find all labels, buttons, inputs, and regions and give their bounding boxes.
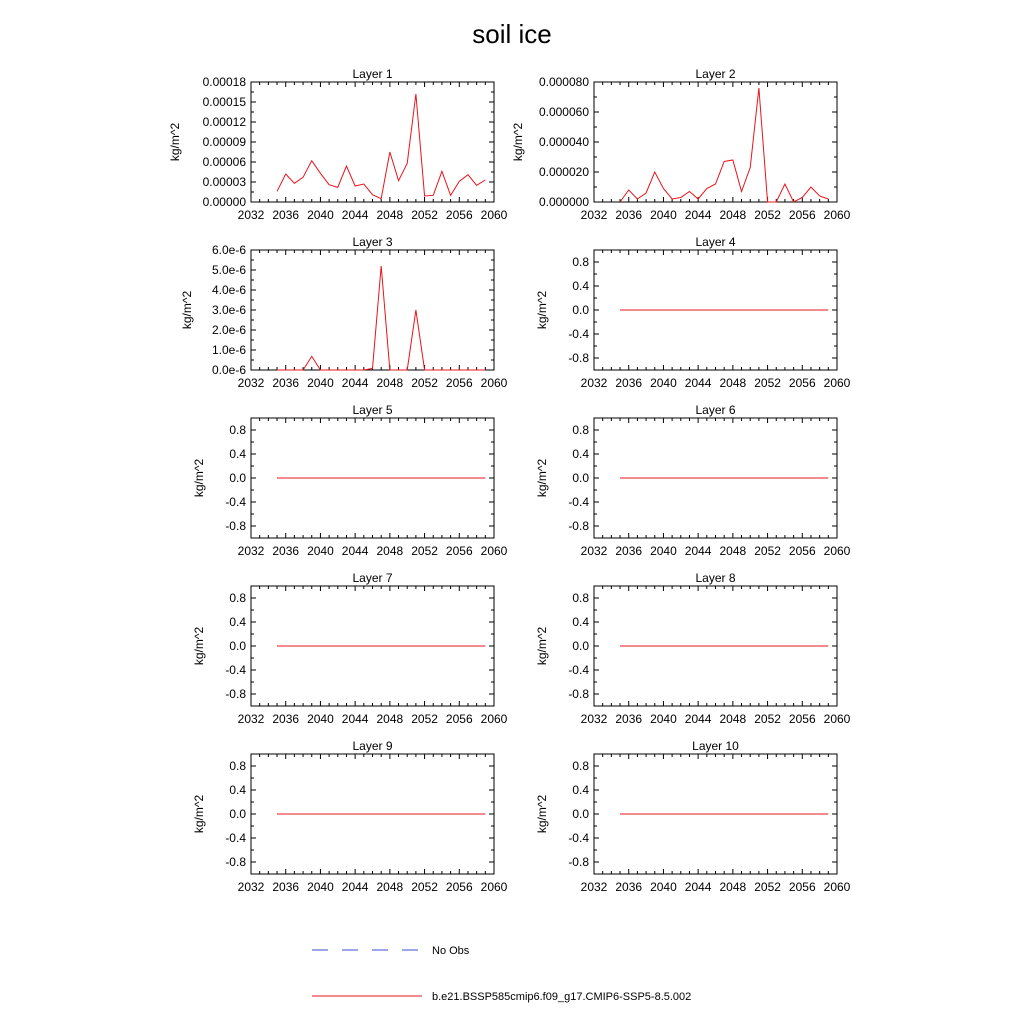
y-tick-label: 5.0e-6 [211,263,246,277]
x-tick-label: 2044 [684,712,712,726]
y-axis-label: kg/m^2 [168,122,182,162]
y-axis-label: kg/m^2 [535,626,549,666]
x-tick-label: 2044 [684,376,712,390]
chart-panel [535,739,851,894]
y-tick-label: -0.4 [568,663,589,677]
y-tick-label: -0.8 [568,351,589,365]
legend-label-no-obs: No Obs [432,945,470,957]
y-tick-label: 0.8 [229,423,246,437]
y-tick-label: 0.4 [229,615,246,629]
y-tick-label: 0.00003 [202,175,246,189]
y-tick-label: 0.0 [572,639,589,653]
x-tick-label: 2048 [376,376,404,390]
x-tick-label: 2040 [650,376,677,390]
x-tick-label: 2032 [580,712,608,726]
x-tick-label: 2048 [376,544,404,558]
y-axis-label: kg/m^2 [180,290,194,330]
figure-title: soil ice [472,19,552,49]
y-tick-label: 0.00015 [202,95,246,109]
panel-title: Layer 7 [352,571,393,585]
series-line [277,266,485,370]
x-tick-label: 2036 [615,208,643,222]
x-tick-label: 2036 [615,544,643,558]
x-tick-label: 2056 [788,712,816,726]
x-tick-label: 2060 [480,712,508,726]
x-tick-label: 2032 [580,544,608,558]
y-tick-label: 0.000060 [538,105,589,119]
x-tick-label: 2040 [307,544,334,558]
y-tick-label: -0.4 [225,663,246,677]
y-tick-label: -0.4 [568,327,589,341]
y-tick-label: 0.8 [572,423,589,437]
x-tick-label: 2052 [754,712,781,726]
x-tick-label: 2044 [341,544,369,558]
x-tick-label: 2052 [411,208,438,222]
x-tick-label: 2036 [615,712,643,726]
chart-panel [535,403,851,558]
x-tick-label: 2048 [719,208,747,222]
x-tick-label: 2044 [684,208,712,222]
x-tick-label: 2036 [272,208,300,222]
x-tick-label: 2044 [341,712,369,726]
y-tick-label: 4.0e-6 [211,283,246,297]
y-tick-label: 0.00006 [202,155,246,169]
x-tick-label: 2032 [237,880,265,894]
panel-title: Layer 9 [352,739,393,753]
y-tick-label: 0.00012 [202,115,246,129]
y-tick-label: -0.8 [568,687,589,701]
panel-title: Layer 10 [692,739,739,753]
panel-title: Layer 5 [352,403,393,417]
y-tick-label: 0.8 [572,255,589,269]
y-tick-label: 0.4 [572,279,589,293]
y-tick-label: 0.0 [572,807,589,821]
x-tick-label: 2052 [754,544,781,558]
x-tick-label: 2056 [445,376,473,390]
y-tick-label: -0.4 [225,831,246,845]
x-tick-label: 2048 [719,544,747,558]
y-tick-label: 0.4 [229,447,246,461]
x-tick-label: 2056 [788,376,816,390]
y-tick-label: 0.8 [229,759,246,773]
x-tick-label: 2044 [341,208,369,222]
chart-panel [180,235,508,390]
y-tick-label: 0.0 [229,471,246,485]
x-tick-label: 2052 [411,376,438,390]
y-tick-label: -0.4 [568,495,589,509]
x-tick-label: 2060 [823,544,851,558]
y-tick-label: 0.4 [572,447,589,461]
chart-panel [535,235,851,390]
x-tick-label: 2052 [754,880,781,894]
panel-title: Layer 3 [352,235,393,249]
x-tick-label: 2040 [650,208,677,222]
x-tick-label: 2040 [307,208,334,222]
y-tick-label: -0.4 [225,495,246,509]
chart-panel [168,67,508,222]
chart-panel [192,403,508,558]
y-tick-label: 0.0 [229,639,246,653]
y-axis-label: kg/m^2 [535,458,549,498]
y-axis-label: kg/m^2 [192,794,206,834]
panel-title: Layer 2 [695,67,736,81]
y-tick-label: 0.000040 [538,135,589,149]
x-tick-label: 2048 [376,208,404,222]
x-tick-label: 2032 [237,376,265,390]
chart-panel [192,739,508,894]
y-tick-label: 0.8 [572,591,589,605]
x-tick-label: 2048 [719,712,747,726]
x-tick-label: 2036 [272,880,300,894]
x-tick-label: 2060 [823,880,851,894]
x-tick-label: 2048 [376,712,404,726]
chart-panel [535,571,851,726]
x-tick-label: 2032 [237,208,265,222]
y-tick-label: -0.8 [225,687,246,701]
x-tick-label: 2048 [719,376,747,390]
y-tick-label: -0.4 [568,831,589,845]
y-tick-label: 0.4 [572,783,589,797]
x-tick-label: 2056 [445,208,473,222]
y-tick-label: 6.0e-6 [211,243,246,257]
x-tick-label: 2036 [272,544,300,558]
y-tick-label: -0.8 [225,855,246,869]
legend-label-model: b.e21.BSSP585cmip6.f09_g17.CMIP6-SSP5-8.5.002 [432,991,692,1003]
y-tick-label: 0.000000 [538,195,589,209]
y-tick-label: 0.000020 [538,165,589,179]
x-tick-label: 2036 [615,880,643,894]
x-tick-label: 2056 [445,880,473,894]
y-tick-label: 2.0e-6 [211,323,246,337]
y-tick-label: 0.00000 [202,195,246,209]
chart-panel [192,571,508,726]
y-tick-label: 0.00018 [202,75,246,89]
x-tick-label: 2060 [480,208,508,222]
panel-title: Layer 8 [695,571,736,585]
y-tick-label: 0.0e-6 [211,363,246,377]
x-tick-label: 2032 [237,712,265,726]
y-tick-label: 0.0 [572,303,589,317]
y-axis-label: kg/m^2 [535,794,549,834]
y-axis-label: kg/m^2 [511,122,525,162]
x-tick-label: 2060 [480,880,508,894]
x-tick-label: 2040 [307,376,334,390]
plot-frame [251,250,494,370]
panel-title: Layer 1 [352,67,393,81]
y-axis-label: kg/m^2 [535,290,549,330]
x-tick-label: 2060 [480,544,508,558]
y-axis-label: kg/m^2 [192,458,206,498]
y-tick-label: 0.8 [572,759,589,773]
x-tick-label: 2036 [272,712,300,726]
x-tick-label: 2060 [823,712,851,726]
x-tick-label: 2044 [684,880,712,894]
series-line [620,88,828,202]
panel-title: Layer 4 [695,235,736,249]
x-tick-label: 2056 [788,208,816,222]
x-tick-label: 2032 [580,208,608,222]
x-tick-label: 2040 [650,880,677,894]
x-tick-label: 2032 [580,376,608,390]
x-tick-label: 2044 [341,880,369,894]
x-tick-label: 2032 [580,880,608,894]
y-tick-label: 0.000080 [538,75,589,89]
y-tick-label: -0.8 [225,519,246,533]
chart-panel [511,67,851,222]
x-tick-label: 2056 [445,544,473,558]
x-tick-label: 2040 [307,880,334,894]
panels-group [168,67,851,894]
x-tick-label: 2056 [445,712,473,726]
panel-title: Layer 6 [695,403,736,417]
x-tick-label: 2040 [650,544,677,558]
y-tick-label: 0.4 [572,615,589,629]
x-tick-label: 2044 [684,544,712,558]
y-tick-label: 0.00009 [202,135,246,149]
y-tick-label: -0.8 [568,519,589,533]
x-tick-label: 2056 [788,544,816,558]
x-tick-label: 2052 [411,880,438,894]
x-tick-label: 2044 [341,376,369,390]
series-line [277,94,485,199]
y-tick-label: 3.0e-6 [211,303,246,317]
x-tick-label: 2052 [754,376,781,390]
x-tick-label: 2040 [307,712,334,726]
y-tick-label: -0.8 [568,855,589,869]
x-tick-label: 2052 [754,208,781,222]
x-tick-label: 2040 [650,712,677,726]
y-axis-label: kg/m^2 [192,626,206,666]
x-tick-label: 2036 [615,376,643,390]
x-tick-label: 2060 [823,376,851,390]
y-tick-label: 0.4 [229,783,246,797]
x-tick-label: 2052 [411,544,438,558]
x-tick-label: 2056 [788,880,816,894]
x-tick-label: 2036 [272,376,300,390]
x-tick-label: 2048 [719,880,747,894]
legend [312,945,691,1003]
x-tick-label: 2060 [480,376,508,390]
y-tick-label: 1.0e-6 [211,343,246,357]
y-tick-label: 0.0 [229,807,246,821]
x-tick-label: 2032 [237,544,265,558]
x-tick-label: 2048 [376,880,404,894]
y-tick-label: 0.8 [229,591,246,605]
y-tick-label: 0.0 [572,471,589,485]
x-tick-label: 2060 [823,208,851,222]
x-tick-label: 2052 [411,712,438,726]
